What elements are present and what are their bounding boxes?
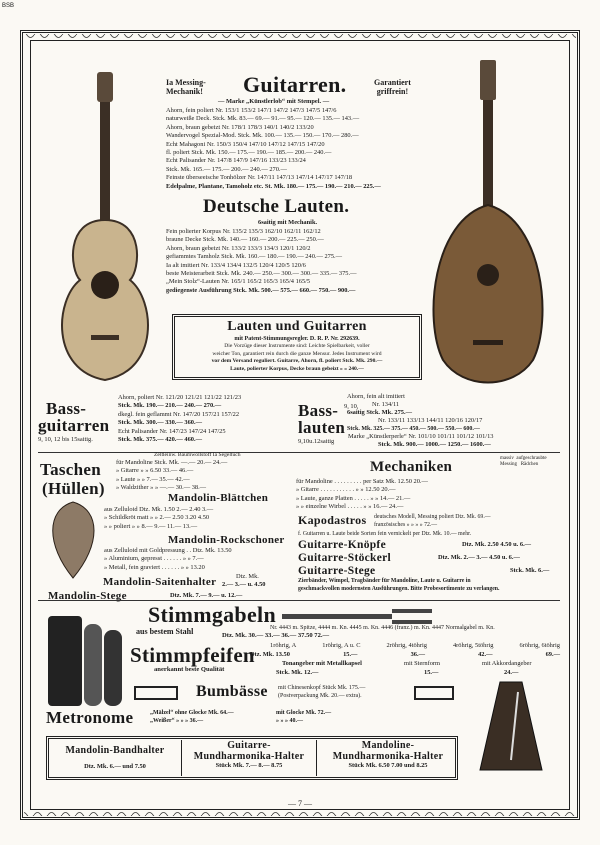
metronome-title: Metronome: [46, 708, 134, 727]
patent-line: weicher Ton, garantiert rein durch die ganze Mensur. Jedes Instrument wird: [212, 350, 382, 357]
table-row: Fein polierter Korpus Nr. 135/2 135/3 162/10 162/11 162/12: [166, 228, 321, 235]
stimmgabeln-title: Stimmgabeln: [148, 602, 276, 627]
lute-illustration: [418, 60, 558, 390]
placeholder-box: [134, 686, 178, 700]
table-row: Stck. Mk. 190.— 210.— 240.— 270.—: [118, 402, 222, 410]
table-row: gediegenste Ausführung Stck. Mk. 500.— 575.— 660.— 750.— 900.—: [166, 286, 356, 294]
table-row: für Mandoline . . . . . . . . . per Satz Mk. 12.50 20.—: [296, 478, 428, 485]
guitar-price-table: [166, 107, 428, 191]
table-row: Ahorn, fein poliert Nr. 153/1 153/2 147/1 147/2 147/3 147/5 147/6: [166, 107, 337, 114]
table-row: » » poliert » » 8.— 9.— 11.— 13.—: [104, 522, 198, 530]
tonangeber-price: 15.—: [424, 669, 439, 676]
patent-line: Die Vorzüge dieser Instrumente sind: Leichte Spielbarkeit, voller: [224, 343, 370, 350]
patent-title: Lauten und Guitarren: [227, 319, 367, 334]
taschen-header: Zeltleinw. Baumwollstoff Ia Segeltuch: [154, 452, 241, 458]
lauten-price-table: [166, 228, 428, 295]
table-cell: 69.—: [545, 651, 560, 658]
knoepfe-title: Guitarre-Knöpfe: [298, 539, 386, 551]
stimmgabeln-row: Nr. 4443 m. Spitze, 4444 m. Kn. 4445 m. Kn. 4446 (franz.) m. Kn. 4447 Normalgabel m. Kn.: [270, 625, 495, 631]
table-row: „Mein Stolz“-Lauten Nr. 165/1 165/2 165/3 165/4 165/5: [166, 278, 311, 286]
table-row: 6saitig Stck. Mk. 275.—: [347, 409, 412, 416]
table-cell: 6röhrig, 6töhrig: [519, 642, 560, 649]
stoeckerl-title: Guitarre-Stöckerl: [298, 552, 392, 564]
saitenhalter-unit: Dtz. Mk.: [236, 573, 259, 580]
taschen-table: [116, 459, 227, 493]
blaettchen-title: Mandolin-Blättchen: [168, 492, 269, 504]
guitarre-halter-title: Guitarre- Mundharmonika-Halter: [193, 740, 305, 762]
stege-mandolin-title: Mandolin-Stege: [48, 590, 127, 602]
mechaniken-table: [296, 478, 428, 512]
guitar-title: Guitarren.: [243, 72, 347, 97]
kapodastros-line: deutsches Modell, Messing poliert Dtz. Mk. 69.—: [374, 514, 491, 520]
stimmpfeifen-sub: anerkannt beste Qualität: [154, 666, 225, 673]
bumbaesse-text: mit Chinesenkopf Stück Mk. 175.— (Postverpackung Mk. 20.— extra).: [278, 685, 366, 699]
stege-mandolin-price: Dtz. Mk. 7.— 9.— u. 12.—: [170, 592, 243, 599]
table-row: Nr. 134/11: [372, 401, 400, 408]
table-row: » Aluminium, gepresst . . . . . . » » 7.—: [104, 555, 204, 563]
table-row: Stck. Mk. 165.— 175.— 200.— 240.— 270.—: [166, 165, 287, 173]
table-row: Ahorn, poliert Nr. 121/20 121/21 121/22 121/23: [118, 394, 242, 401]
stege-guitar-title: Guitarre-Stege: [298, 565, 376, 577]
tonangeber-label: Tonangeber mit Metallkapsel: [282, 660, 362, 667]
mechaniken-header: massiv aufgeschraubte Messing Rädchen: [500, 456, 547, 467]
table-row: für Mandoline Stck. Mk. —.— 20.— 24.—: [116, 459, 228, 466]
patent-sub: mit Patent-Stimmungsregler. D. R. P. Nr. 292639.: [234, 336, 360, 342]
table-row: gefiammtes Tamholz Stck. Mk. 160.— 180.— 190.— 240.— 275.—: [166, 253, 343, 261]
guitar-marke: — Marke „Künstlerlob“ mit Stempel. —: [218, 98, 330, 105]
table-row: » Gitarre . . . . . . . . . . . » » 12.50 20.—: [296, 486, 396, 494]
table-row: » Schildkröt matt » » 2.— 2.50 3.20 4.50: [104, 514, 210, 522]
table-row: » Laute, ganze Platten . . . . . » » 14.— 21.—: [296, 494, 411, 502]
bassguitarren-title: Bass- guitarren: [38, 399, 110, 435]
metronome-illustration: [478, 680, 544, 772]
garantiert-tag: Garantiert griffrein!: [374, 78, 411, 96]
table-row: Stck. Mk. 300.— 330.— 360.—: [118, 419, 202, 427]
table-row: beste Meisterarbeit Stck. Mk. 240.— 250.— 300.— 300.— 335.— 375.—: [166, 270, 357, 278]
table-row: Marke „Künstlerperle“ Nr. 101/10 101/11 101/12 101/13: [348, 433, 494, 440]
basslauten-title: Bass- lauten: [298, 401, 346, 437]
table-row: naturweiße Deck. Stck. Mk. 83.— 69.— 91.— 95.— 120.— 135.— 143.—: [166, 115, 360, 123]
table-row: Feinste überseeische Tonhölzer Nr. 147/11 147/13 147/14 147/17 147/18: [166, 174, 353, 182]
stoeckerl-price: Dtz. Mk. 2.— 3.— 4.50 u. 6.—: [438, 554, 520, 561]
bassguitarren-sub: 9, 10, 12 bis 15saitig.: [38, 436, 93, 443]
stimmgabeln-prices: Dtz. Mk. 30.— 33.— 36.— 37.50 72.—: [222, 632, 330, 639]
placeholder-box: [414, 686, 454, 700]
table-cell: 1röhrig, A: [270, 642, 297, 649]
table-row: fl. poliert Stck. Mk. 150.— 175.— 190.— 185.— 200.— 240.—: [166, 149, 332, 157]
holder-box: [46, 736, 458, 780]
table-cell: 36.—: [410, 651, 425, 658]
mandoline-halter-price: Stück Mk. 6.50 7.00 und 8.25: [348, 762, 428, 769]
table-row: Ahorn, braun gebeizt Nr. 178/1 178/3 140/1 140/2 133/20: [166, 123, 314, 131]
lauten-sub: 6saitig mit Mechanik.: [258, 219, 318, 226]
divider: [38, 600, 560, 601]
table-row: Edelpalme, Plantane, Tamoholz etc. St. Mk. 180.— 175.— 190.— 210.— 225.—: [166, 182, 381, 190]
library-stamp: BSB: [2, 3, 15, 9]
saitenhalter-title: Mandolin-Saitenhalter: [103, 576, 217, 588]
table-row: » Metall, fein graviert . . . . . . » » 13.20: [104, 563, 205, 571]
table-row: aus Zelluloid Dtz. Mk. 1.50 2.— 2.40 3.—: [104, 506, 214, 513]
lauten-title: Deutsche Lauten.: [203, 196, 350, 217]
table-row: Ia alt imitiert Nr. 133/4 134/4 132/5 120/4 120/5 120/6: [166, 261, 306, 269]
patent-line: vor dem Versand reguliert. Guitarre, Ahorn, fl. poliert Stck. Mk. 290.—: [211, 358, 383, 365]
table-row: » » einzelne Wirbel . . . . . » » 16.— 24.—: [296, 503, 404, 511]
tonangeber-price: 24.—: [504, 669, 519, 676]
zierbaender-text: Zierbänder, Wimpel, Tragbänder für Mandoline, Laute u. Guitarre in geschmackvollen modernsten Ausführungen. Bitte Probesortimente zu verlangen.: [298, 578, 500, 592]
table-cell: Dtz. Mk. 13.50: [250, 651, 290, 658]
guitar-illustration: [45, 70, 165, 390]
table-cell: 2röhrig, 4töhrig: [386, 642, 427, 649]
basslauten-sub2: 9,10u.12saitig: [298, 438, 335, 445]
knoepfe-price: Dtz. Mk. 2.50 4.50 u. 6.—: [462, 541, 532, 548]
pick-illustration: [46, 500, 101, 580]
mandoline-halter-title: Mandoline- Mundharmonika-Halter: [332, 740, 444, 762]
table-row: Echt Mahagoni Nr. 150/3 150/4 147/10 147/12 147/15 147/20: [166, 140, 325, 148]
table-row: » Gitarre » » 6.50 33.— 46.—: [116, 467, 194, 475]
table-row: Wandervogel Spezial-Mod. Stck. Mk. 100.— 135.— 150.— 170.— 280.—: [166, 132, 359, 140]
bandhalter-price: Dtz. Mk. 6.— und 7.50: [84, 763, 146, 770]
saitenhalter-price: 2.— 3.— u. 4.50: [222, 581, 266, 588]
divider: [38, 452, 560, 453]
table-row: Nr. 133/11 133/13 144/11 120/16 120/17: [378, 417, 483, 424]
table-cell: 42.—: [478, 651, 493, 658]
table-row: Echt Palisander Nr. 147/8 147/9 147/16 133/23 133/24: [166, 157, 306, 165]
stege-guitar-price: Stck. Mk. 6.—: [510, 567, 550, 574]
kapodastros-line: f. Guitarren u. Laute beide Sorten fein vernickelt per Dtz. Mk. 10.— mehr.: [298, 531, 472, 537]
bassguitarren-table: [118, 394, 293, 444]
kapodastros-line: französisches » » » » 72.—: [374, 522, 438, 528]
table-row: aus Zelluloid mit Goldpressung . . Dtz. Mk. 13.50: [104, 547, 232, 554]
table-row: Stck. Mk. 325.— 375.— 450.— 500.— 550.— 600.—: [347, 426, 480, 432]
table-cell: 4röhrig, 5töhrig: [452, 642, 494, 649]
patent-box: [172, 314, 422, 380]
kapodastros-title: Kapodastros: [298, 513, 367, 527]
table-cell: 1röhrig, A u. C: [322, 642, 361, 649]
table-row: Ahorn, braun gebeizt Nr. 133/2 133/3 134/3 120/1 120/2: [166, 244, 311, 252]
mechaniken-title: Mechaniken: [370, 459, 453, 475]
blaettchen-table: [104, 506, 213, 531]
metronome-text2: mit Glocke Mk. 72.— » » » 40.—: [276, 710, 332, 724]
table-row: Stck. Mk. 375.— 420.— 460.—: [118, 436, 202, 444]
guitarre-halter-price: Stück Mk. 7.— 8.— 8.75: [215, 762, 283, 769]
taschen-title: Taschen (Hüllen): [40, 460, 105, 498]
mandoline-halter-block: [321, 740, 455, 770]
table-row: Ahorn, fein alt imitiert: [347, 393, 405, 400]
table-row: Echt Palisander Nr. 147/23 147/24 147/25: [118, 427, 226, 435]
basslauten-sub: 9, 10,: [344, 403, 359, 410]
stimmpfeifen-title: Stimmpfeifen: [130, 643, 255, 667]
table-row: Stck. Mk. 900.— 1000.— 1250.— 1600.—: [378, 441, 491, 448]
messing-tag: Ia Messing- Mechanik!: [166, 78, 206, 96]
page-number: — 7 —: [288, 799, 312, 808]
rockschoner-table: [104, 547, 232, 572]
table-row: » Laute » » 7.— 35.— 42.—: [116, 475, 190, 483]
table-row: dkegl. fein geflammt Nr. 147/20 157/21 157/22: [118, 410, 240, 418]
table-row: » Waldzither » » —.— 30.— 38.—: [116, 484, 207, 492]
metronome-text: „Mälzel“ ohne Glocke Mk. 64.— „Weißer“ » » » 36.—: [150, 710, 234, 724]
bandhalter-block: [53, 745, 177, 771]
tonangeber-price: Stck. Mk. 12.—: [276, 669, 319, 676]
stimmgabeln-sub: aus bestem Stahl: [136, 627, 194, 636]
stimmpfeifen-price-row: [250, 651, 560, 659]
stimmpfeifen-table: [270, 642, 560, 650]
tuning-pipes-illustration: [44, 614, 126, 709]
tonangeber-col: mit Akkordangeber: [482, 660, 532, 667]
table-cell: 15.—: [343, 651, 358, 658]
table-row: braune Decke Stck. Mk. 140.— 160.— 200.— 225.— 250.—: [166, 236, 324, 244]
tonangeber-col: mit Sternform: [404, 660, 441, 667]
rockschoner-title: Mandolin-Rockschoner: [168, 534, 285, 546]
bandhalter-title: Mandolin-Bandhalter: [65, 745, 165, 756]
bumbaesse-title: Bumbässe: [196, 683, 268, 700]
patent-line: Laute, polierter Korpus, Decke braun gebeizt » » 240.—: [230, 365, 364, 372]
guitarre-halter-block: [181, 740, 317, 776]
